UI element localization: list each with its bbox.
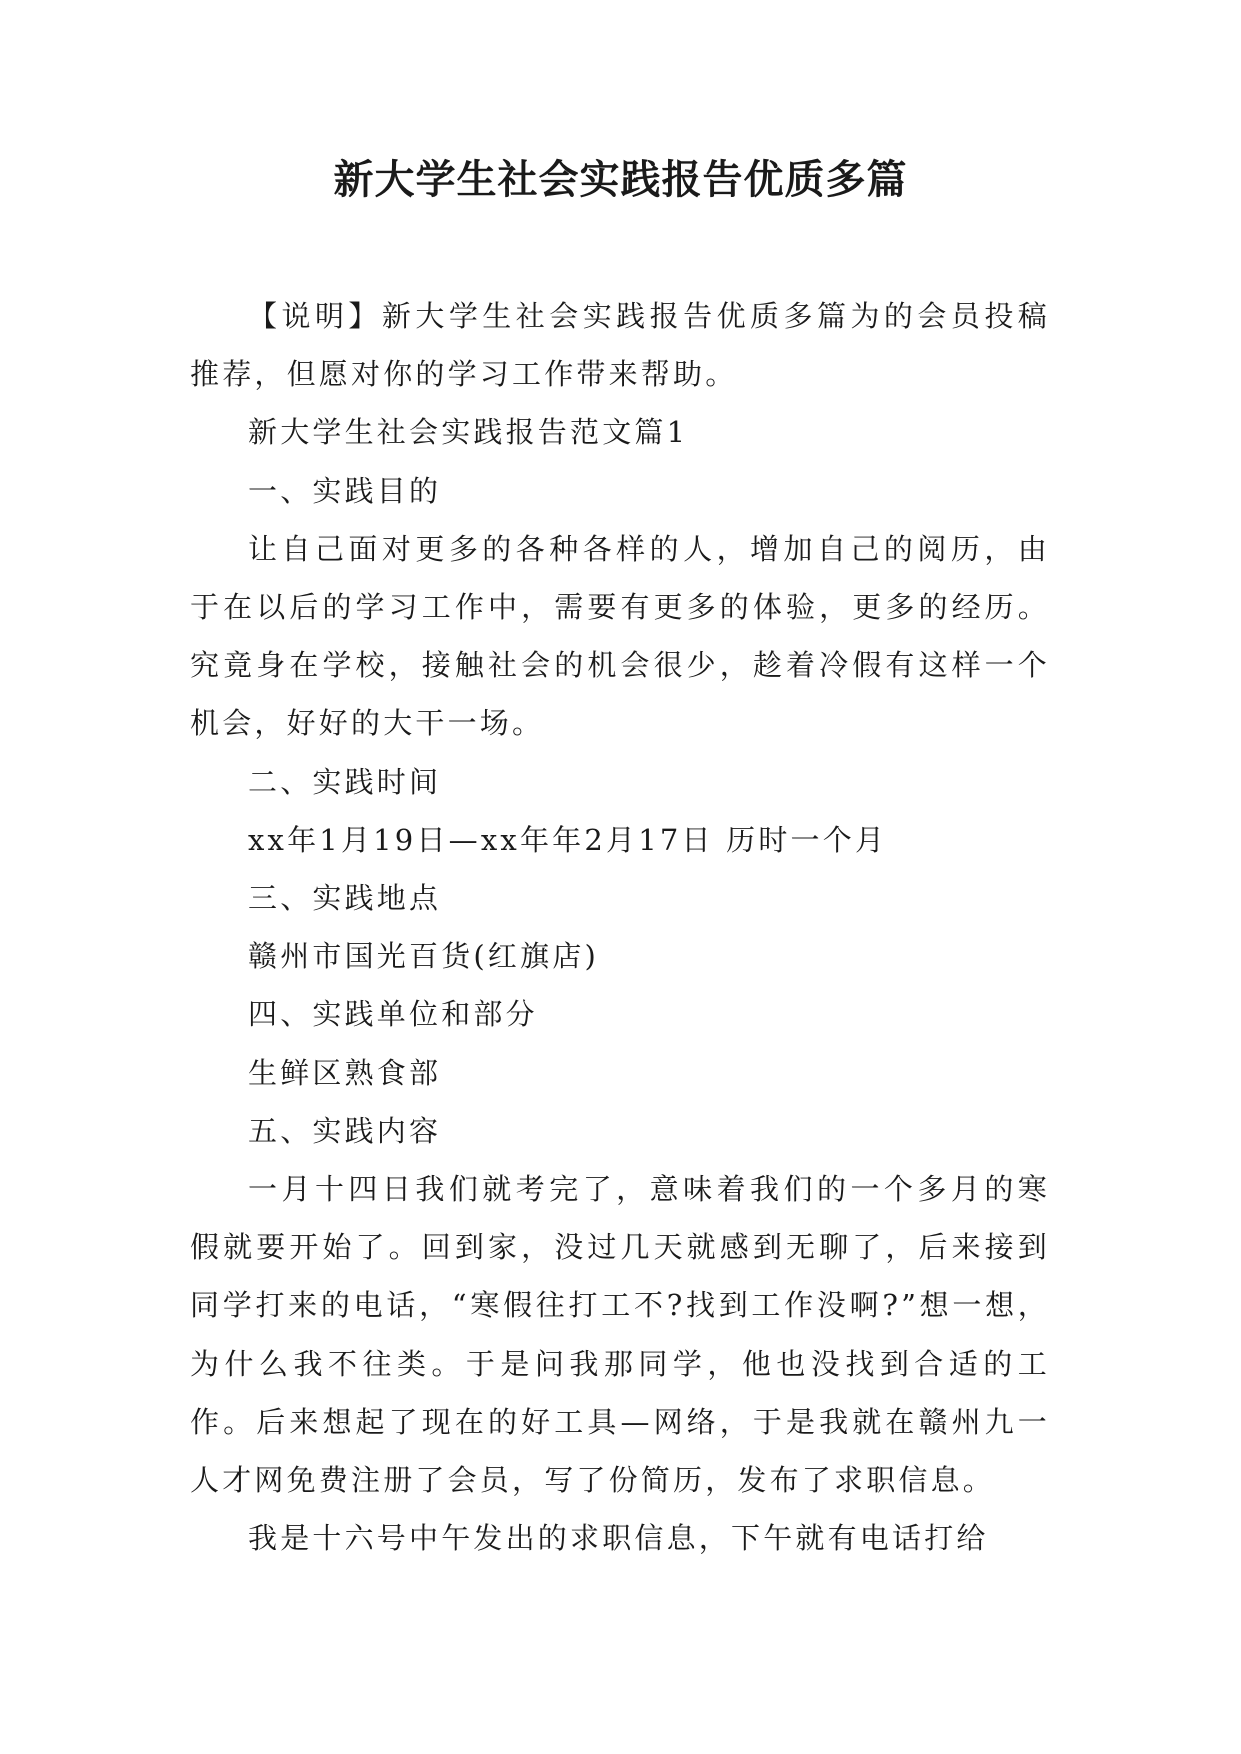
section-heading-unit: 四、实践单位和部分 xyxy=(248,997,538,1032)
intro-note-paragraph: 【说明】新大学生社会实践报告优质多篇为的会员投稿推荐，但愿对你的学习工作带来帮助。 xyxy=(190,299,1050,392)
document-body xyxy=(190,287,1050,1567)
section-heading-sample-1: 新大学生社会实践报告范文篇1 xyxy=(248,415,689,450)
section-heading-time: 二、实践时间 xyxy=(248,764,442,799)
document-title: 新大学生社会实践报告优质多篇 xyxy=(333,156,908,203)
section-heading-purpose: 一、实践目的 xyxy=(248,473,442,508)
purpose-paragraph: 让自己面对更多的各种各样的人，增加自己的阅历，由于在以后的学习工作中，需要有更多的体验，更多的经历。究竟身在学校，接触社会的机会很少，趁着冷假有这样一个机会，好好的大干一场。 xyxy=(190,531,1050,741)
time-paragraph: xx年1月19日—xx年年2月17日 历时一个月 xyxy=(248,822,888,857)
content-paragraph-continued: 我是十六号中午发出的求职信息，下午就有电话打给 xyxy=(248,1521,989,1556)
location-paragraph: 赣州市国光百货(红旗店) xyxy=(248,939,600,974)
section-heading-location: 三、实践地点 xyxy=(248,881,442,916)
unit-paragraph: 生鲜区熟食部 xyxy=(248,1055,442,1090)
content-paragraph: 一月十四日我们就考完了，意味着我们的一个多月的寒假就要开始了。回到家，没过几天就感到无聊了，后来接到同学打来的电话，“寒假往打工不?找到工作没啊?”想一想，为什么我不往类。于是问我那同学，他也没找到合适的工作。后来想起了现在的好工具—网络，于是我就在赣州九一人才网免费注册了会员，写了份简历，发布了求职信息。 xyxy=(190,1172,1050,1498)
section-heading-content: 五、实践内容 xyxy=(248,1113,442,1148)
